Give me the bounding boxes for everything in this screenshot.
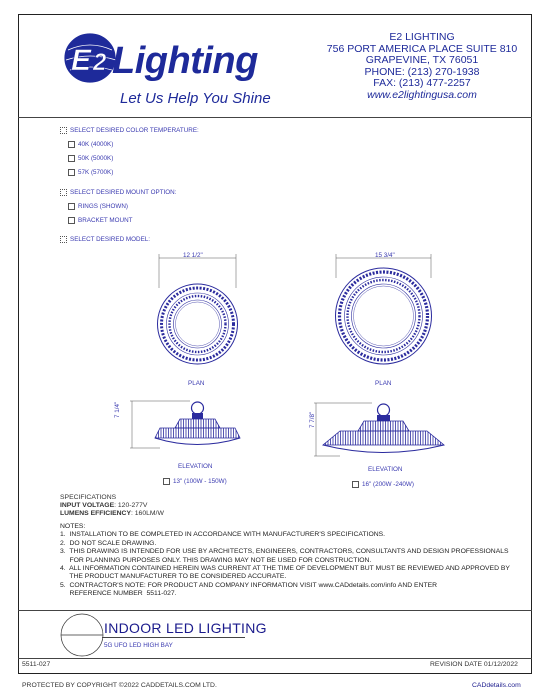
color-temp-heading: SELECT DESIRED COLOR TEMPERATURE: xyxy=(60,127,199,134)
checkbox-model-large[interactable] xyxy=(352,481,359,488)
model-large-option: 16" (200W -240W) xyxy=(352,481,414,488)
company-website[interactable]: www.e2lightingusa.com xyxy=(367,88,477,101)
tagline: Let Us Help You Shine xyxy=(120,90,271,107)
mount-heading: SELECT DESIRED MOUNT OPTION: xyxy=(60,189,176,196)
checkbox-model-small[interactable] xyxy=(163,478,170,485)
small-plan-label: PLAN xyxy=(188,380,205,387)
small-elevation-view xyxy=(130,401,240,448)
checkbox-bracket[interactable] xyxy=(68,217,75,224)
large-fixture-drawing xyxy=(312,248,472,498)
checkbox-40k[interactable] xyxy=(68,141,75,148)
company-phone: PHONE: (213) 270-1938 xyxy=(364,65,480,78)
option-40k: 40K (4000K) xyxy=(68,141,113,148)
note-line: THE PRODUCT MANUFACTURER TO BE CONSIDERED ACCURATE. xyxy=(60,573,287,581)
notes-heading: NOTES: xyxy=(60,523,86,530)
header-divider xyxy=(18,117,532,118)
small-width-dim: 12 1/2" xyxy=(183,252,203,259)
company-info xyxy=(322,32,522,101)
note-line: 3. THIS DRAWING IS INTENDED FOR USE BY ARCHITECTS, ENGINEERS, CONTRACTORS, CONSULTANTS AND DESIGN PROFESSIONALS xyxy=(60,548,509,556)
small-plan-view xyxy=(158,284,238,364)
section-symbol-icon xyxy=(60,613,104,657)
svg-text:2: 2 xyxy=(93,49,107,76)
option-bracket: BRACKET MOUNT xyxy=(68,217,132,224)
company-name: E2 LIGHTING xyxy=(389,31,455,43)
title-underline xyxy=(102,637,245,638)
e2-logo xyxy=(62,30,302,90)
note-line: REFERENCE NUMBER 5511-027. xyxy=(60,590,177,598)
note-line: 2. DO NOT SCALE DRAWING. xyxy=(60,539,157,547)
mount-checkbox[interactable] xyxy=(60,189,67,196)
option-rings: RINGS (SHOWN) xyxy=(68,203,128,210)
spec-voltage: INPUT VOLTAGE: 120-277V xyxy=(60,502,148,509)
small-elevation-label: ELEVATION xyxy=(178,463,213,470)
large-elevation-label: ELEVATION xyxy=(368,466,403,473)
specifications xyxy=(60,494,164,518)
drawing-subtitle: 5G UFO LED HIGH BAY xyxy=(104,642,173,649)
small-fixture-drawing xyxy=(130,248,270,498)
large-height-dim: 7 7/8" xyxy=(309,411,316,428)
drawing-title: INDOOR LED LIGHTING xyxy=(104,620,267,636)
svg-text:E: E xyxy=(71,44,92,77)
spec-efficiency: LUMENS EFFICIENCY: 160LM/W xyxy=(60,510,164,517)
color-temp-checkbox[interactable] xyxy=(60,127,67,134)
small-height-dim: 7 1/4" xyxy=(114,401,121,418)
reference-number: 5511-027 xyxy=(22,661,51,668)
checkbox-57k[interactable] xyxy=(68,169,75,176)
large-plan-label: PLAN xyxy=(375,380,392,387)
caddetails-link[interactable]: CADdetails.com xyxy=(472,682,521,689)
company-address-1: 756 PORT AMERICA PLACE SUITE 810 xyxy=(326,42,518,55)
copyright: PROTECTED BY COPYRIGHT ©2022 CADDETAILS.COM LTD. xyxy=(22,682,217,689)
note-line: 1. INSTALLATION TO BE COMPLETED IN ACCORDANCE WITH MANUFACTURER'S SPECIFICATIONS. xyxy=(60,531,386,539)
company-address-2: GRAPEVINE, TX 76051 xyxy=(365,54,479,66)
logo-wordmark: Lighting xyxy=(112,40,258,82)
option-57k: 57K (5700K) xyxy=(68,169,113,176)
notes xyxy=(60,523,510,599)
model-small-option: 13" (100W - 150W) xyxy=(163,478,227,485)
spec-heading: SPECIFICATIONS xyxy=(60,494,117,501)
option-50k: 50K (5000K) xyxy=(68,155,113,162)
notes-list xyxy=(60,531,510,598)
large-width-dim: 15 3/4" xyxy=(375,252,395,259)
large-plan-view xyxy=(336,268,432,364)
model-heading: SELECT DESIRED MODEL: xyxy=(60,236,150,243)
note-line: 4. ALL INFORMATION CONTAINED HEREIN WAS CURRENT AT THE TIME OF DEVELOPMENT BUT MUST BE REVIEWED AND APPROVED BY xyxy=(60,565,510,573)
ref-divider xyxy=(18,658,532,659)
checkbox-50k[interactable] xyxy=(68,155,75,162)
model-checkbox[interactable] xyxy=(60,236,67,243)
large-elevation-view xyxy=(314,403,444,456)
company-fax: FAX: (213) 477-2257 xyxy=(373,77,471,89)
note-line: 5. CONTRACTOR'S NOTE: FOR PRODUCT AND COMPANY INFORMATION VISIT www.CADdetails.com/info AND ENTER xyxy=(60,581,438,589)
title-block-divider xyxy=(18,610,532,611)
checkbox-rings[interactable] xyxy=(68,203,75,210)
revision-date: REVISION DATE 01/12/2022 xyxy=(430,661,518,668)
note-line: FOR PLANNING PURPOSES ONLY. THIS DRAWING MAY NOT BE USED FOR CONSTRUCTION. xyxy=(60,556,372,564)
